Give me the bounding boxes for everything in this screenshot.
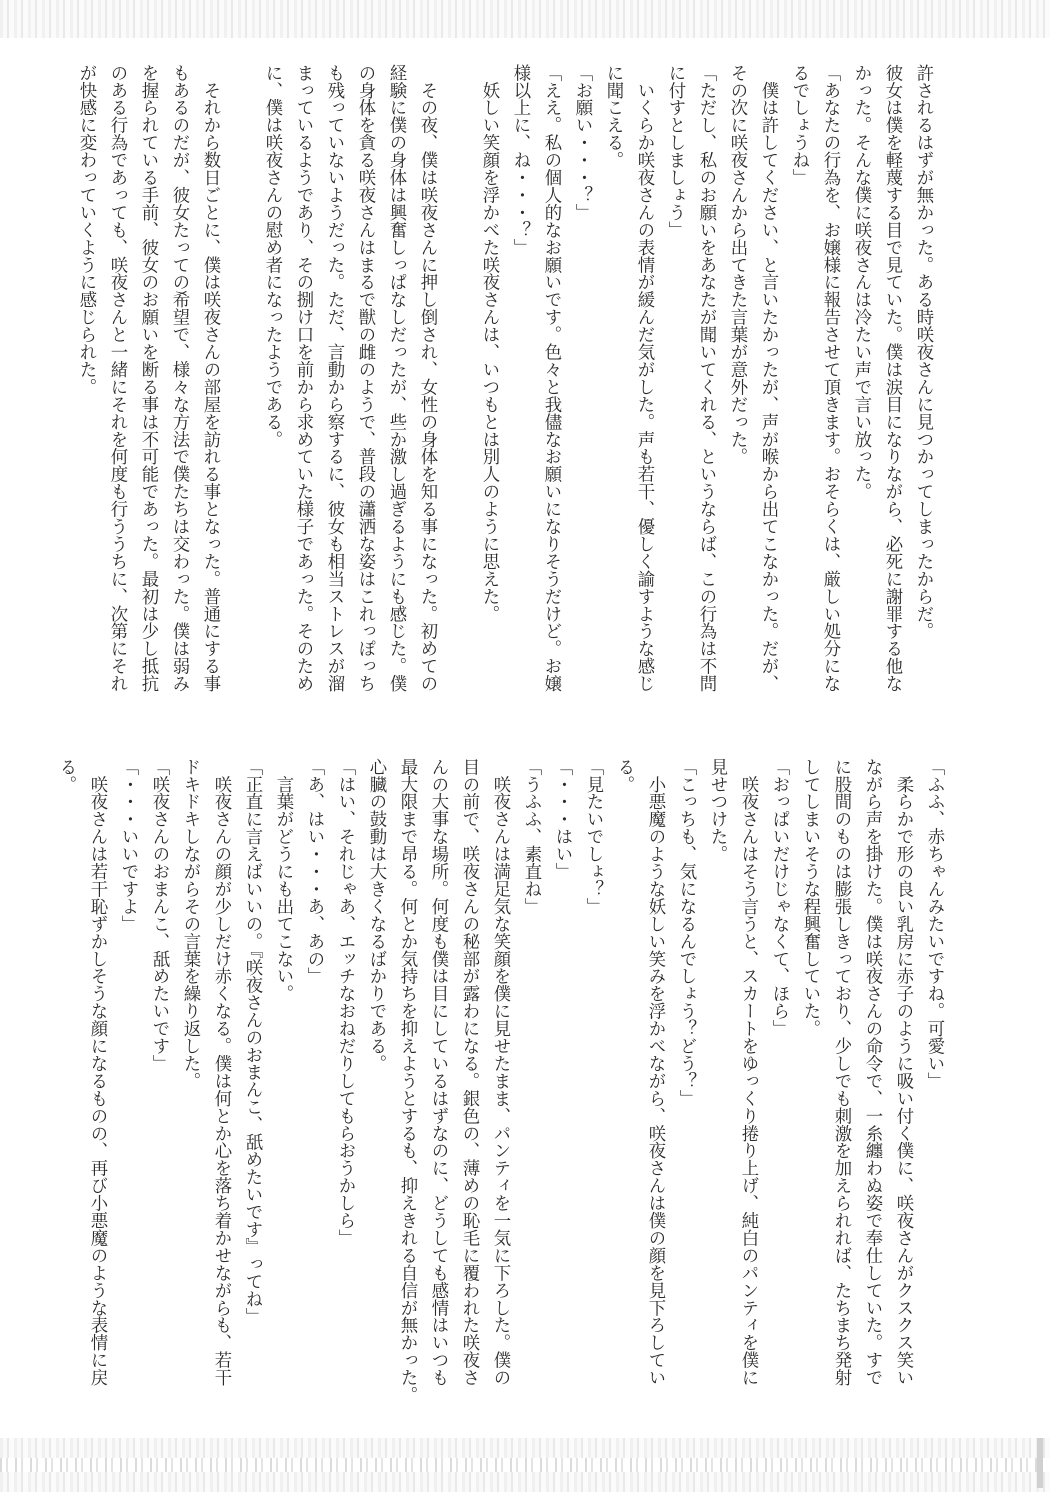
text-line: るでしょうね」 xyxy=(789,64,809,187)
text-line: 目の前で、咲夜さんの秘部が露わになる。銀色の、薄めの恥毛に覆われた咲夜さ xyxy=(459,758,479,1387)
text-line: に股間のものは膨張しきっており、少しでも刺激を加えられれば、たちまち発射 xyxy=(831,758,851,1387)
text-line: 「はい、それじゃあ、エッチなおねだりしてもらおうかしら」 xyxy=(335,758,355,1247)
text-line: 咲夜さんは満足気な笑顔を僕に見せたまま、パンティを一気に下ろした。僕の xyxy=(490,758,510,1387)
text-line: る。 xyxy=(614,758,634,793)
text-line: 「こっちも、気になるんでしょう？どう？」 xyxy=(676,758,696,1107)
text-line: 柔らかで形の良い乳房に赤子のように吸い付く僕に、咲夜さんがクスクス笑い xyxy=(893,758,913,1387)
text-line: 「おっぱいだけじゃなくて、ほら」 xyxy=(769,758,789,1038)
text-line: 彼女は僕を軽蔑する目で見ていた。僕は涙目になりながら、必死に謝罪する他な xyxy=(882,64,902,693)
text-line: 「ええ。私の個人的なお願いです。色々と我儘なお願いになりそうだけど。お嬢 xyxy=(541,64,561,693)
text-line: 様以上に、ね・・・？」 xyxy=(510,64,530,256)
text-line: を握られている手前、彼女のお願いを断る事は不可能であった。最初は少し抵抗 xyxy=(138,64,158,693)
text-line: に聞こえる。 xyxy=(603,64,623,169)
text-line xyxy=(442,64,473,704)
text-line: してしまいそうな程興奮していた。 xyxy=(800,758,820,1038)
text-line: 「咲夜さんのおまんこ、舐めたいです」 xyxy=(149,758,169,1073)
text-line: 許されるはずが無かった。ある時咲夜さんに見つかってしまったからだ。 xyxy=(913,64,933,640)
text-line: 見せつけた。 xyxy=(707,758,727,863)
text-line: 「お願い・・・？」 xyxy=(572,64,592,222)
text-line: 最大限まで昂る。何とか気持ちを抑えようとするも、抑えきれる自信が無かった。 xyxy=(397,758,417,1404)
text-block-upper xyxy=(74,64,938,704)
text-line xyxy=(225,64,256,704)
text-line: に、僕は咲夜さんの慰め者になったようである。 xyxy=(262,64,282,448)
text-line: 「ただし、私のお願いをあなたが聞いてくれる、というならば、この行為は不問 xyxy=(696,64,716,693)
text-line: 「・・・はい」 xyxy=(552,758,572,881)
text-line: が快感に変わっていくように感じられた。 xyxy=(76,64,96,396)
text-line: 僕は許してください、と言いたかったが、声が喉から出てこなかった。だが、 xyxy=(758,64,778,693)
text-line: ドキドキしながらその言葉を繰り返した。 xyxy=(180,758,200,1090)
text-line: それから数日ごとに、僕は咲夜さんの部屋を訪れる事となった。普通にする事 xyxy=(200,64,220,693)
text-line: 「見たいでしょ？」 xyxy=(583,758,603,916)
text-line: 経験に僕の身体は興奮しっぱなしだったが、些か激し過ぎるようにも感じた。僕 xyxy=(386,64,406,693)
text-line: 「・・・いいですよ」 xyxy=(118,758,138,933)
text-line: 小悪魔のような妖しい笑みを浮かべながら、咲夜さんは僕の顔を見下ろしてい xyxy=(645,758,665,1387)
text-line: もあるのだが、彼女たっての希望で、様々な方法で僕たちは交わった。僕は弱み xyxy=(169,64,189,693)
text-line: かった。そんな僕に咲夜さんは冷たい声で言い放った。 xyxy=(851,64,871,501)
text-line: る。 xyxy=(56,758,76,793)
text-line: 「あ、はい・・・あ、あの」 xyxy=(304,758,324,985)
text-line: ながら声を掛けた。僕は咲夜さんの命令で、一糸纏わぬ姿で奉仕していた。すで xyxy=(862,758,882,1387)
text-line: 「うふふ、素直ね」 xyxy=(521,758,541,916)
text-line: の身体を貪る咲夜さんはまるで獣の雌のようで、普段の瀟洒な姿はこれっぽっち xyxy=(355,64,375,693)
text-line: に付すとしましょう」 xyxy=(665,64,685,239)
scan-edge-top xyxy=(0,0,1050,38)
text-line: 咲夜さんの顔が少しだけ赤くなる。僕は何とか心を落ち着かせながらも、若干 xyxy=(211,758,231,1387)
scan-edge-bottom xyxy=(0,1438,1050,1492)
text-line: 妖しい笑顔を浮かべた咲夜さんは、いつもとは別人のように思えた。 xyxy=(479,64,499,623)
text-line: 心臓の鼓動は大きくなるばかりである。 xyxy=(366,758,386,1073)
text-line: 「正直に言えばいいの。『咲夜さんのおまんこ、舐めたいです』ってね」 xyxy=(242,758,262,1326)
text-line: 言葉がどうにも出てこない。 xyxy=(273,758,293,1003)
text-line: いくらか咲夜さんの表情が緩んだ気がした。声も若干、優しく諭すような感じ xyxy=(634,64,654,693)
page-edge-mark xyxy=(1037,1438,1043,1488)
text-line: 「ふふ、赤ちゃんみたいですね。可愛い」 xyxy=(924,758,944,1090)
text-block-lower xyxy=(56,758,949,1404)
text-line: のある行為であっても、咲夜さんと一緒にそれを何度も行ううちに、次第にそれ xyxy=(107,64,127,693)
text-line: 咲夜さんは若干恥ずかしそうな顔になるものの、再び小悪魔のような表情に戻 xyxy=(87,758,107,1387)
text-line: その次に咲夜さんから出てきた言葉が意外だった。 xyxy=(727,64,747,466)
text-line: まっているようであり、その捌け口を前から求めていた様子であった。そのため xyxy=(293,64,313,693)
text-line: その夜、僕は咲夜さんに押し倒され、女性の身体を知る事になった。初めての xyxy=(417,64,437,693)
text-line: も残っていないようだった。ただ、言動から察するに、彼女も相当ストレスが溜 xyxy=(324,64,344,693)
text-line: んの大事な場所。何度も僕は目にしているはずなのに、どうしても感情はいつも xyxy=(428,758,448,1387)
text-line: 咲夜さんはそう言うと、スカートをゆっくり捲り上げ、純白のパンティを僕に xyxy=(738,758,758,1387)
text-line: 「あなたの行為を、お嬢様に報告させて頂きます。おそらくは、厳しい処分にな xyxy=(820,64,840,693)
